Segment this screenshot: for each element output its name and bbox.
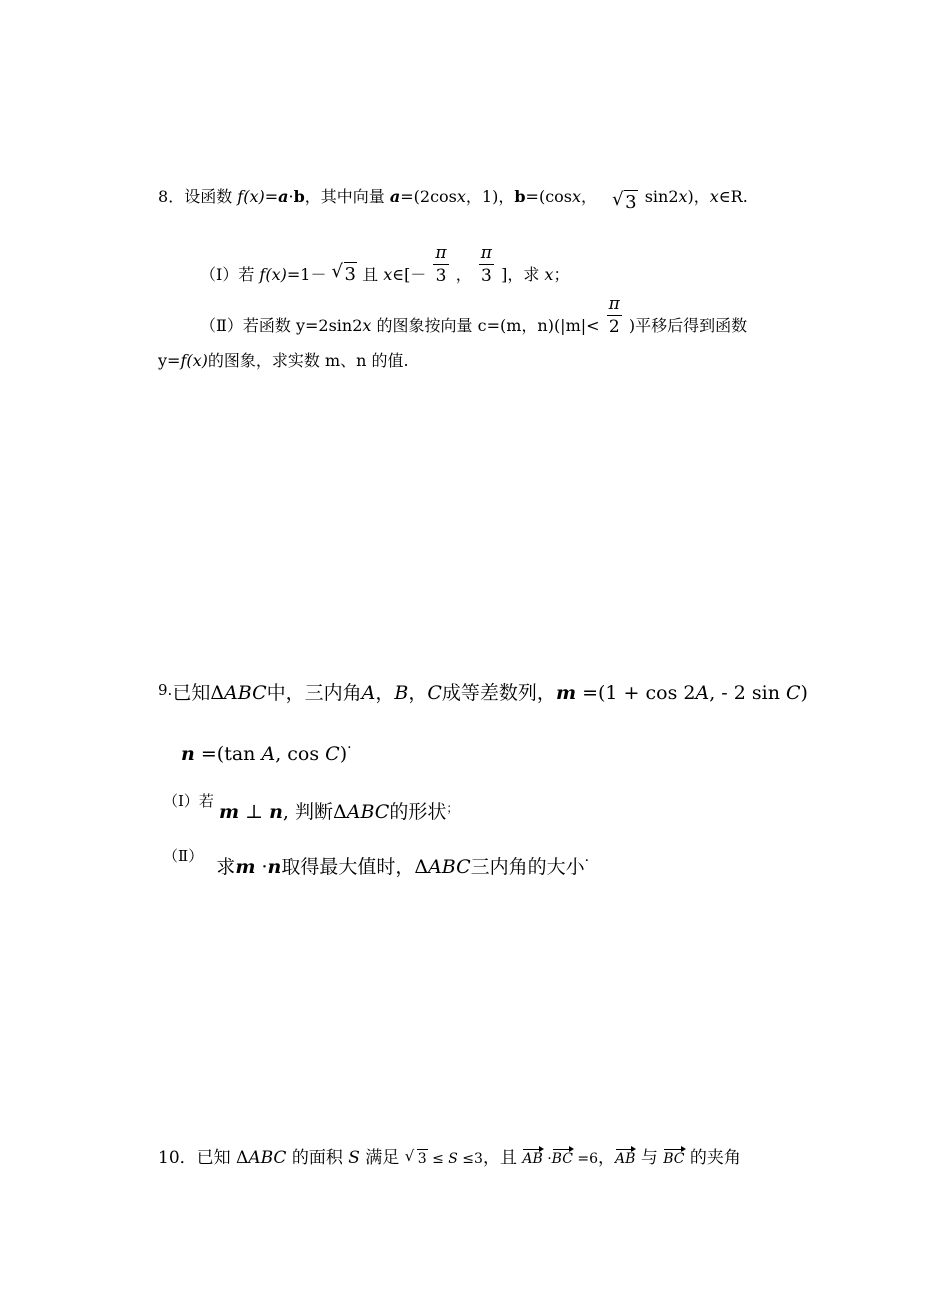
q8-sqrt3: √ 3 bbox=[612, 189, 637, 213]
q8-p1-frac-pi-3-a: $\frac{\pi}{3}$ bbox=[435, 243, 447, 286]
q8-part2: （Ⅱ）若函数 y=2sin2x 的图象按向量 c=(m，n)(|m|< $\frac{\pi}{2}$ )平移后得到函数 bbox=[200, 294, 748, 337]
q8-p2-frac-pi-2: $\frac{\pi}{2}$ bbox=[608, 294, 620, 337]
q9-part1: （Ⅰ）若 m ⊥ n, 判断ΔABC的形状； bbox=[163, 792, 459, 823]
vector-BC-2: BC bbox=[663, 1151, 685, 1167]
q8-part1: （Ⅰ）若 f(x)=1－ √ 3 且 x∈[－ $\frac{\pi}{3}$ ， $\frac{\pi}{3}$ ]，求 x； bbox=[200, 243, 570, 286]
q9-part2: （Ⅱ） 求m ·n取得最大值时，ΔABC三内角的大小· bbox=[163, 847, 590, 878]
q8-stem: 8．设函数 f(x)=a·b，其中向量 a=(2cosx，1)，b=(cosx， √ 3 sin2x)，x∈R. bbox=[158, 187, 748, 213]
q10-sqrt3: √ 3 bbox=[404, 1147, 427, 1167]
vector-BC: BC bbox=[551, 1151, 573, 1167]
q8-part2-line2: y=f(x)的图象，求实数 m、n 的值. bbox=[158, 351, 409, 370]
vector-AB: AB bbox=[522, 1151, 543, 1167]
vector-AB-2: AB bbox=[615, 1151, 636, 1167]
q10-number: 10 bbox=[158, 1148, 180, 1168]
q9-number: 9. bbox=[158, 681, 173, 699]
q9-n-definition: n =(tan A, cos C)· bbox=[181, 740, 352, 765]
q8-p1-sqrt3: √ 3 bbox=[331, 260, 356, 285]
q8-p1-frac-pi-3-b: $\frac{\pi}{3}$ bbox=[480, 243, 492, 286]
q10-stem: 10．已知 ΔABC 的面积 S 满足 √ 3 ≤ S ≤3，且 AB ·BC =6，AB 与 BC 的夹角 bbox=[158, 1147, 741, 1168]
q8-number: 8 bbox=[158, 187, 169, 206]
q9-stem: $^{9.}$已知ΔABC中，三内角A，B，C成等差数列，m =(1 + cos 2A, - 2 sin C) bbox=[158, 681, 808, 704]
